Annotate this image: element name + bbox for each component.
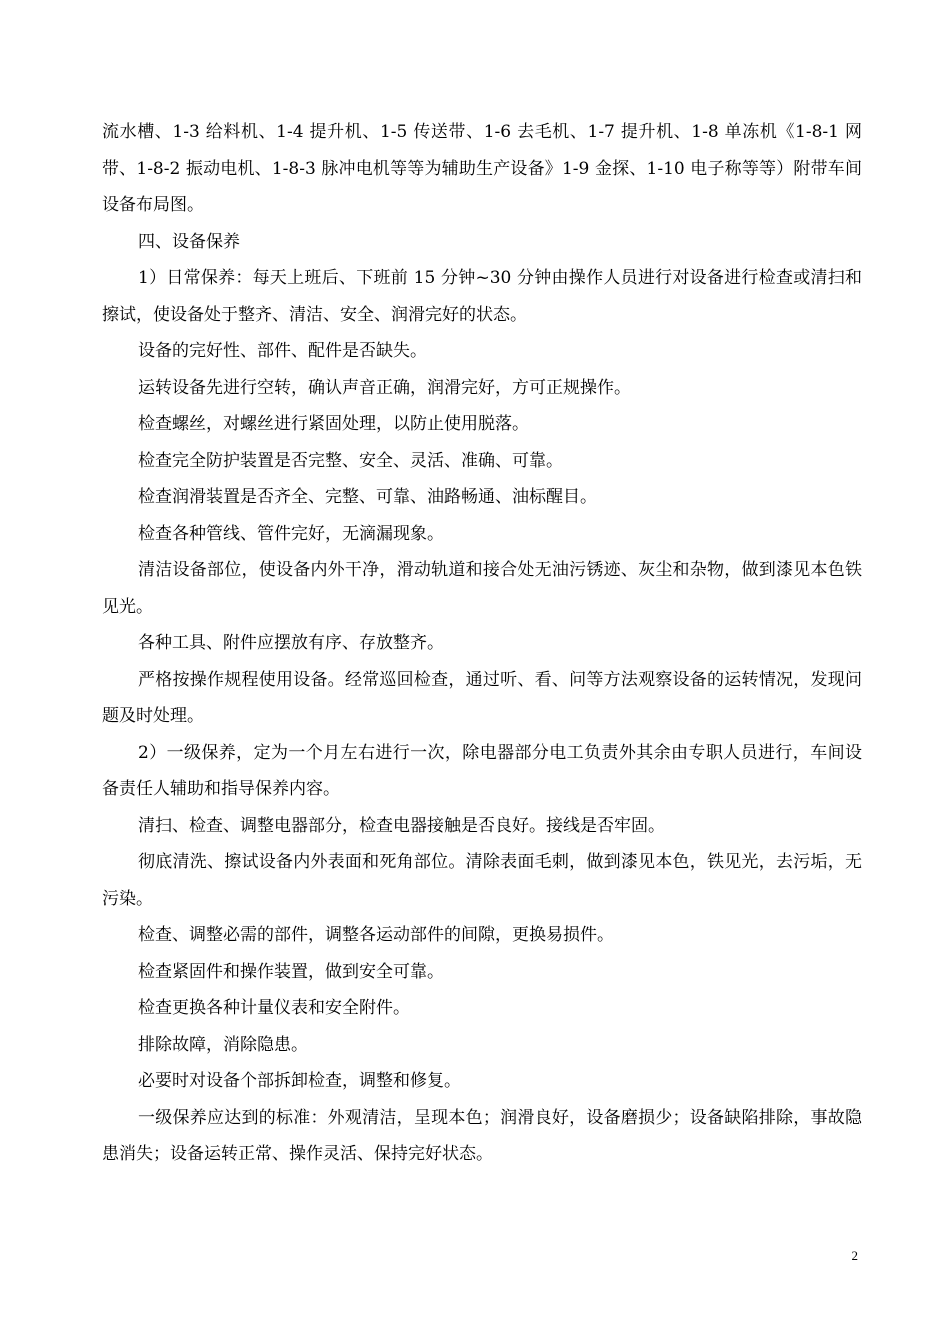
paragraph: 一级保养应达到的标准：外观清洁，呈现本色；润滑良好，设备磨损少；设备缺陷排除，事故隐患消失；设备运转正常、操作灵活、保持完好状态。 [102,1107,862,1164]
paragraph: 清扫、检查、调整电器部分，检查电器接触是否良好。接线是否牢固。 [138,815,665,836]
paragraph: 1）日常保养：每天上班后、下班前 15 分钟~30 分钟由操作人员进行对设备进行检查或清扫和擦试，使设备处于整齐、清洁、安全、润滑完好的状态。 [102,268,862,325]
paragraph: 检查润滑装置是否齐全、完整、可靠、油路畅通、油标醒目。 [138,487,597,507]
body-text [102,114,862,1173]
paragraph: 排除故障，消除隐患。 [138,1034,308,1055]
paragraph: 检查更换各种计量仪表和安全附件。 [138,998,410,1018]
section-heading: 四、设备保养 [138,231,240,252]
paragraph: 运转设备先进行空转，确认声音正确，润滑完好，方可正规操作。 [138,377,631,398]
paragraph: 流水槽、1-3 给料机、1-4 提升机、1-5 传送带、1-6 去毛机、1-7 提升机、1-8 单冻机《1-8-1 网带、1-8-2 振动电机、1-8-3 脉冲电机等等为辅助生产设备》1-9 金探、1-10 电子称等等）附带车间设备布局图。 [102,122,862,215]
paragraph: 清洁设备部位，使设备内外干净，滑动轨道和接合处无油污锈迹、灰尘和杂物，做到漆见本色铁见光。 [102,560,862,617]
page-number: 2 [851,1248,858,1263]
paragraph: 必要时对设备个部拆卸检查，调整和修复。 [138,1071,461,1091]
paragraph: 设备的完好性、部件、配件是否缺失。 [138,341,427,361]
paragraph: 彻底清洗、擦试设备内外表面和死角部位。清除表面毛刺，做到漆见本色，铁见光，去污垢，无污染。 [102,852,862,909]
paragraph: 严格按操作规程使用设备。经常巡回检查，通过听、看、问等方法观察设备的运转情况，发现问题及时处理。 [102,669,862,726]
paragraph: 2）一级保养，定为一个月左右进行一次，除电器部分电工负责外其余由专职人员进行，车间设备责任人辅助和指导保养内容。 [102,742,862,799]
paragraph: 检查完全防护装置是否完整、安全、灵活、准确、可靠。 [138,450,563,471]
paragraph: 检查、调整必需的部件，调整各运动部件的间隙，更换易损件。 [138,925,614,945]
paragraph: 检查各种管线、管件完好，无滴漏现象。 [138,523,444,544]
paragraph: 各种工具、附件应摆放有序、存放整齐。 [138,633,444,653]
paragraph: 检查螺丝，对螺丝进行紧固处理，以防止使用脱落。 [138,414,529,434]
paragraph: 检查紧固件和操作装置，做到安全可靠。 [138,961,444,982]
